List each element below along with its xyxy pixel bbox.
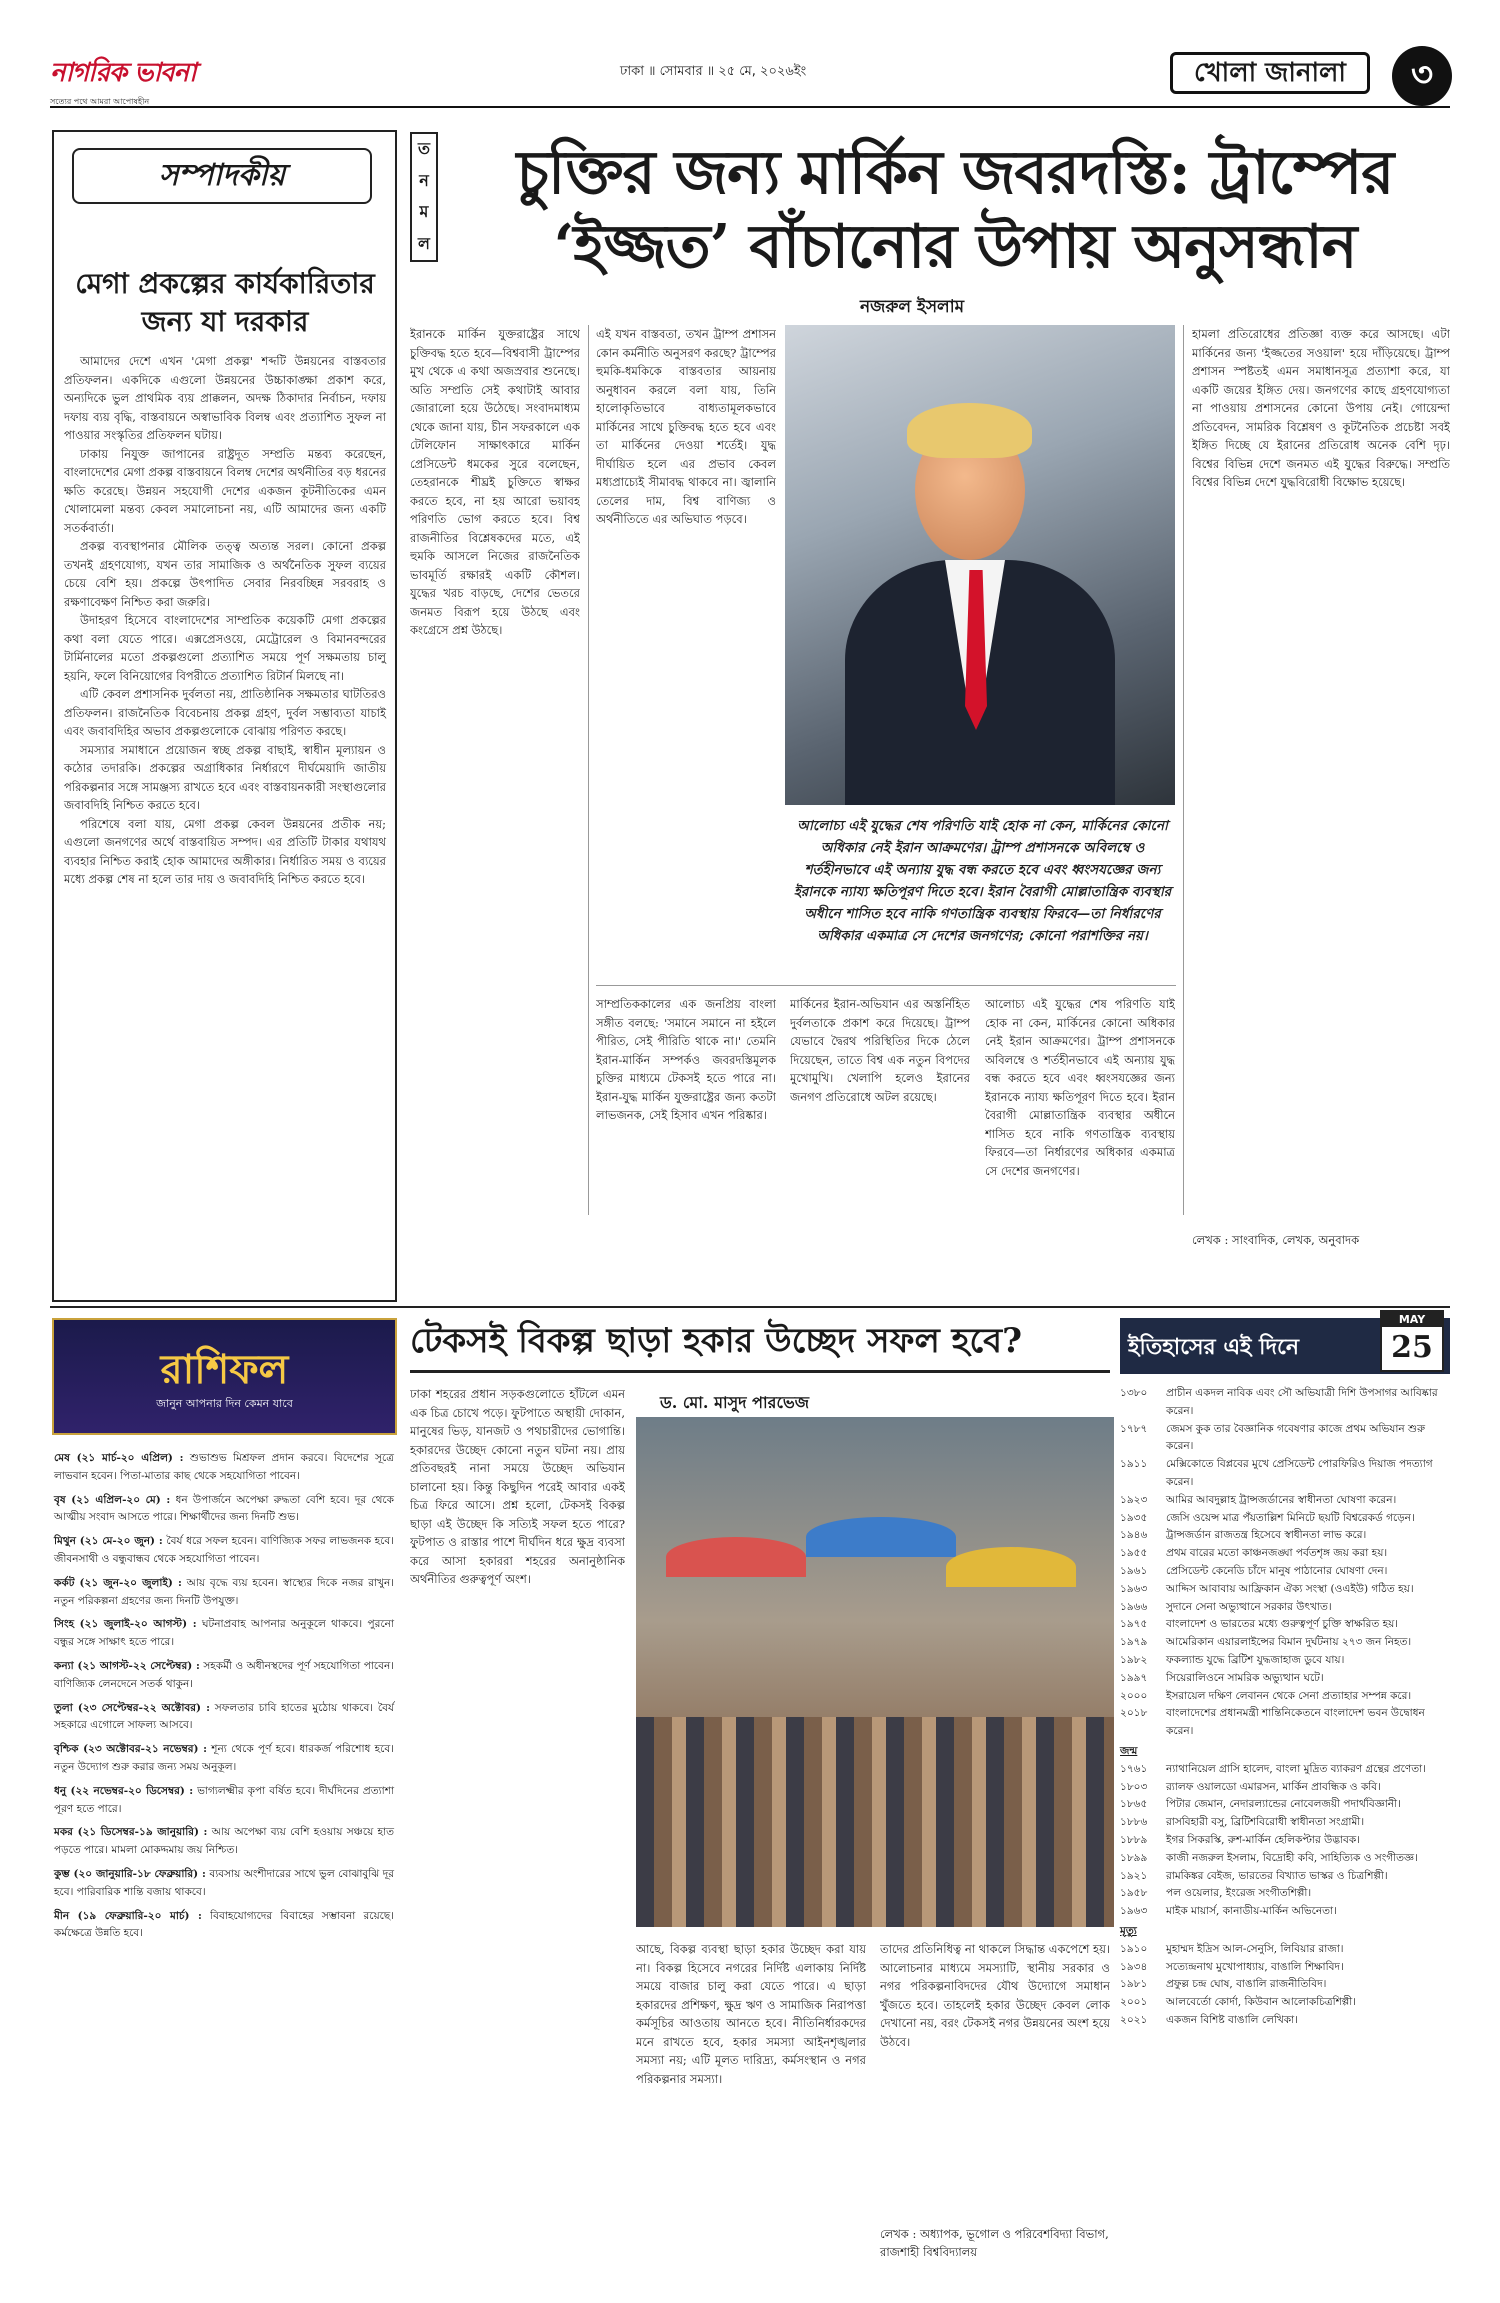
main-byline: নজরুল ইসলাম xyxy=(860,297,965,317)
horoscope-entry: ধনু (২২ নভেম্বর-২০ ডিসেম্বর) : ভাগ্যলক্ষ্মীর কৃপা বর্ষিত হবে। দীর্ঘদিনের প্রত্যাশা পূরণ হতে পারে। xyxy=(54,1784,394,1815)
editorial-banner: সম্পাদকীয় xyxy=(72,148,372,204)
editorial-paragraph: পরিশেষে বলা যায়, মেগা প্রকল্প কেবল উন্নয়নের প্রতীক নয়; এগুলো জনগণের অর্থে বাস্তবায়িত সম্পদ। এর প্রতিটি টাকার যথাযথ ব্যবহার নিশ্চিত করাই হোক আমাদের অঙ্গীকার। নির্ধারিত সময় ও ব্যয়ের মধ্যে প্রকল্প শেষ না হলে তার দায় ও জবাবদিহি নিশ্চিত করতে হবে। xyxy=(64,816,386,886)
section-divider xyxy=(50,1306,1450,1308)
second-author-note: লেখক : অধ্যাপক, ভূগোল ও পরিবেশবিদ্যা বিভাগ, রাজশাহী বিশ্ববিদ্যালয় xyxy=(880,2227,1109,2259)
history-event: ১৯২৩ আমির আবদুল্লাহ ট্রান্সজর্ডানের স্বাধীনতা ঘোষণা করেন। xyxy=(1120,1493,1397,1506)
horoscope-entry: মকর (২১ ডিসেম্বর-১৯ জানুয়ারি) : আয় অপেক্ষা ব্যয় বেশি হওয়ায় সঞ্চয়ে হাত পড়তে পারে। মামলা মোকদ্দমায় জয় নিশ্চিত। xyxy=(54,1826,394,1857)
history-event: ১৯৫৫ প্রথম বারের মতো কাঞ্চনজঙ্ঘা পর্বতশৃঙ্গ জয় করা হয়। xyxy=(1120,1547,1388,1560)
horoscope-entry: মিথুন (২১ মে-২০ জুন) : বৈর্য ধরে সফল হবেন। বাণিজ্যিক সফর লাভজনক হবে। জীবনসাথী ও বন্ধুবান্ধব থেকে সহযোগিতা পাবেন। xyxy=(54,1535,394,1565)
main-column-2: এই যখন বাস্তবতা, তখন ট্রাম্প প্রশাসন কোন কর্মনীতি অনুসরণ করছে? ট্রাম্পের হুমকি-ধমকিকে বাস্তবতার আয়নায় অনুধাবন করলে বলা যায়, তিনি হালোকৃতিভাবে বাধ্যতামূলকভাবে মার্কিনের সাথে চুক্তিবদ্ধ হতে হবে এবং তা মার্কিনের দেওয়া শর্তেই। যুদ্ধ দীর্ঘায়িত হলে এর প্রভাব কেবল মধ্যপ্রাচ্যেই সীমাবদ্ধ থাকবে না। জ্বালানি তেলের দাম, বিশ্ব বাণিজ্য ও অর্থনীতিতে এর অভিঘাত পড়বে। xyxy=(596,327,776,526)
horoscope-entry: তুলা (২৩ সেপ্টেম্বর-২২ অক্টোবর) : সফলতার চাবি হাতের মুঠোয় থাকবে। বৈর্য সহকারে এগোলে সাফল্য আসবে। xyxy=(54,1701,394,1732)
deaths-heading: মৃত্যু xyxy=(1120,1924,1137,1937)
horoscope-entry: মীন (১৯ ফেব্রুয়ারি-২০ মার্চ) : বিবাহযোগ্যদের বিবাহের সম্ভাবনা রয়েছে। কর্মক্ষেত্রে উন্নতি হবে। xyxy=(54,1909,395,1940)
history-events xyxy=(1120,1385,1450,2030)
birth-entry: ১৮৮৯ ইগর সিকরস্কি, রুশ-মার্কিন হেলিকপ্টার উদ্ভাবক। xyxy=(1120,1833,1360,1846)
birth-entry: ১৮৬৫ পিটার জেমান, নেদারল্যান্ডের নোবেলজয়ী পদার্থবিজ্ঞানী। xyxy=(1120,1798,1401,1811)
editorial-paragraph: ঢাকায় নিযুক্ত জাপানের রাষ্ট্রদূত সম্প্রতি মন্তব্য করেছেন, বাংলাদেশের মেগা প্রকল্প বাস্তবায়নে বিলম্ব দেশের অর্থনীতির বড় ধরনের ক্ষতি করেছে। উন্নয়ন সহযোগী দেশের একজন কূটনীতিকের এমন খোলামেলা মন্তব্য কেবল সমালোচনা নয়, এটি আমাদের জন্য একটি সতর্কবার্তা। xyxy=(64,446,386,535)
history-event: ১৩৮০ প্রাচীন একদল নাবিক এবং সৌ অভিযাত্রী দিশি উপসাগর আবিষ্কার করেন। xyxy=(1120,1387,1438,1417)
births-heading: জন্ম xyxy=(1120,1744,1138,1757)
side-tab-letter: ল xyxy=(418,233,430,253)
second-byline: ড. মো. মাসুদ পারভেজ xyxy=(660,1393,810,1412)
history-event: ১৯৬৩ আদ্দিস আবাবায় আফ্রিকান ঐক্য সংস্থা (ওএইউ) গঠিত হয়। xyxy=(1120,1582,1414,1595)
main-headline[interactable]: চুক্তির জন্য মার্কিন জবরদস্তি: ট্রাম্পের ‘ইজ্জত’ বাঁচানোর উপায় অনুসন্ধান xyxy=(516,138,1394,282)
horoscope-entry: কন্যা (২১ আগস্ট-২২ সেপ্টেম্বর) : সহকর্মী ও অধীনস্থদের পূর্ণ সহযোগিতা পাবেন। বাণিজ্যিক লেনদেনে সতর্ক থাকুন। xyxy=(54,1659,394,1690)
photo-crowd xyxy=(636,1717,1114,1927)
calendar-month: MAY xyxy=(1382,1312,1442,1327)
horoscope-entry: বৃষ (২১ এপ্রিল-২০ মে) : ধন উপার্জনে অপেক্ষা রুদ্ধতা বেশি হবে। দূর থেকে আত্মীয় সংবাদ আসতে পারে। শিক্ষার্থীদের জন্য দিনটি শুভ। xyxy=(54,1493,394,1524)
caption-rule xyxy=(596,985,1176,986)
main-lower-column-2: মার্কিনের ইরান-অভিযান এর অস্তর্নিহিত দুর্বলতাকে প্রকাশ করে দিয়েছে। ট্রাম্প যেভাবে দ্বৈরথ পরিস্থিতির দিকে ঠেলে দিয়েছেন, তাতে বিশ্ব এক নতুন বিপদের মুখোমুখি। খেলাপি হলেও ইরানের জনগণ প্রতিরোধে অটল রয়েছে। xyxy=(790,997,970,1104)
second-column-1: ঢাকা শহরের প্রধান সড়কগুলোতে হাঁটলে এমন এক চিত্র চোখে পড়ে। ফুটপাতে অস্থায়ী দোকান, মানুষের ভিড়, যানজট ও পথচারীদের ভোগান্তি। হকারদের উচ্ছেদ কোনো নতুন ঘটনা নয়। প্রায় প্রতিবছরই নানা সময়ে উচ্ছেদ অভিযান চালানো হয়। কিন্তু কিছুদিন পরেই আবার একই চিত্র ফিরে আসে। প্রশ্ন হলো, টেকসই বিকল্প ছাড়া এই উচ্ছেদ কি সত্যিই সফল হতে পারে? ফুটপাত ও রাস্তার পাশে দীর্ঘদিন ধরে ক্ষুদ্র ব্যবসা করে আসা হকাররা শহরের অনানুষ্ঠানিক অর্থনীতির গুরুত্বপূর্ণ অংশ। xyxy=(410,1387,625,1586)
birth-entry: ১৭৬১ ন্যাথানিয়েল গ্রাসি হালেদ, বাংলা মুদ্রিত ব্যাকরণ গ্রন্থের প্রণেতা। xyxy=(1120,1762,1426,1775)
main-column-1: ইরানকে মার্কিন যুক্তরাষ্ট্রের সাথে চুক্তিবদ্ধ হতে হবে—বিশ্ববাসী ট্রাম্পের মুখ থেকে এ কথা অজস্রবার শুনেছে। অতি সম্প্রতি সেই কথাটাই আবার জোরালো হয়ে উঠেছে। সংবাদমাধ্যম থেকে জানা যায়, চীন সফরকালে এক টেলিফোন সাক্ষাৎকারে মার্কিন প্রেসিডেন্ট ধমকের সুরে বলেছেন, তেহরানকে শীঘ্রই চুক্তিতে স্বাক্ষর করতে হবে, না হয় আরো ভয়াবহ পরিণতি ভোগ করতে হবে। বিশ্ব রাজনীতির বিশ্লেষকদের মতে, এই হুমকি আসলে নিজের রাজনৈতিক ভাবমূর্তি রক্ষারই একটি কৌশল। যুদ্ধের খরচ বাড়ছে, দেশের ভেতরে জনমত বিরূপ হয়ে উঠছে এবং কংগ্রেসে প্রশ্ন উঠছে। xyxy=(410,327,580,637)
calendar-day: 25 xyxy=(1391,1330,1433,1365)
history-event: ১৯৮২ ফকল্যান্ড যুদ্ধে ব্রিটিশ যুদ্ধজাহাজ ডুবে যায়। xyxy=(1120,1653,1345,1666)
side-tab-letter: ন xyxy=(419,170,429,190)
main-lower-column-3: আলোচ্য এই যুদ্ধের শেষ পরিণতি যাই হোক না কেন, মার্কিনের কোনো অধিকার নেই ইরান আক্রমণের। ট্রাম্প প্রশাসনকে অবিলম্বে ও শর্তহীনভাবে এই অন্যায় যুদ্ধ বন্ধ করতে হবে এবং ধ্বংসযজ্ঞের জন্য ইরানকে ন্যায্য ক্ষতিপূরণ দিতে হবে। ইরান বৈরাগী মোল্লাতান্ত্রিক ব্যবস্থার অধীনে শাসিত হবে নাকি গণতান্ত্রিক ব্যবস্থায় ফিরবে—তা নির্ধারণের অধিকার একমাত্র সে দেশের জনগণের। xyxy=(985,997,1175,1178)
photo-umbrella xyxy=(946,1547,1076,1587)
history-title: ইতিহাসের এই দিনে xyxy=(1128,1334,1299,1360)
masthead xyxy=(0,0,1500,120)
main-lower-column-1: সাম্প্রতিককালের এক জনপ্রিয় বাংলা সঙ্গীত বলছে: 'সমানে সমানে না হইলে পীরিত, সেই পীরিতি থাকে না।' তেমনি ইরান-মার্কিন সম্পর্কও জবরদস্তিমূলক চুক্তির মাধ্যমে টেকসই হতে পারে না। ইরান-যুদ্ধ মার্কিন যুক্তরাষ্ট্রের জন্য কতটা লাভজনক, সেই হিসাব এখন পরিষ্কার। xyxy=(596,997,776,1122)
death-entry: ১৯১০ মুহাম্মদ ইদ্রিস আল-সেনুসি, লিবিয়ার রাজা। xyxy=(1120,1942,1344,1955)
editorial-paragraph: উদাহরণ হিসেবে বাংলাদেশের সাম্প্রতিক কয়েকটি মেগা প্রকল্পের কথা বলা যেতে পারে। এক্সপ্রেসওয়ে, মেট্রোরেল ও বিমানবন্দরের টার্মিনালের মতো প্রকল্পগুলো প্রত্যাশিত সময়ে পূর্ণ সক্ষমতায় চালু হয়নি, ফলে বিনিয়োগের বিপরীতে প্রত্যাশিত রিটার্ন মিলছে না। xyxy=(64,613,386,683)
horoscope-subtitle: জানুন আপনার দিন কেমন যাবে xyxy=(156,1397,293,1410)
history-event: ১৯৩৫ জেসি ওয়েন্স মাত্র পঁয়তাল্লিশ মিনিটে ছয়টি বিশ্বরেকর্ড গড়েন। xyxy=(1120,1511,1415,1524)
death-entry: ১৯৩৪ সত্যেন্দ্রনাথ মুখোপাধ্যায়, বাঙালি শিক্ষাবিদ। xyxy=(1120,1960,1344,1973)
column-rule xyxy=(588,325,589,1215)
horoscope-entry: কর্কট (২১ জুন-২০ জুলাই) : আয় বৃদ্ধে ব্যয় হবেন। স্বাস্থ্যের দিকে নজর রাখুন। নতুন পরিকল্পনা গ্রহণের জন্য দিনটি উপযুক্ত। xyxy=(54,1576,395,1607)
history-event: ১৯৯৭ সিয়েরালিওনে সামরিক অভ্যুত্থান ঘটে। xyxy=(1120,1671,1324,1684)
horoscope-title: রাশিফল xyxy=(160,1346,289,1393)
death-entry: ১৯৮১ প্রফুল্ল চন্দ্র ঘোষ, বাঙালি রাজনীতিবিদ। xyxy=(1120,1978,1327,1991)
history-event: ১৭৮৭ জেমস কুক তার বৈজ্ঞানিক গবেষণার কাজে প্রথম অভিযান শুরু করেন। xyxy=(1120,1422,1426,1453)
main-column-4: হামলা প্রতিরোধের প্রতিজ্ঞা ব্যক্ত করে আসছে। এটা মার্কিনের জন্য 'ইজ্জতের সওয়াল' হয়ে দাঁড়িয়েছে। ট্রাম্প প্রশাসন স্পষ্টতই এমন সমাধানসূত্র প্রত্যাশা করে, যা একটি জয়ের ইঙ্গিত দেয়। জনগণের কাছে গ্রহণযোগ্যতা না পাওয়ায় প্রশাসনের কোনো উপায় নেই। গোয়েন্দা প্রতিবেদন, সামরিক বিশ্লেষণ ও কূটনৈতিক প্রচেষ্টা সবই ইঙ্গিত দিচ্ছে যে ইরানের প্রতিরোধ অনেক বেশি দৃঢ়। বিশ্বের বিভিন্ন দেশে জনমত এই যুদ্ধের বিরুদ্ধে। সম্প্রতি বিশ্বের বিভিন্ন দেশে যুদ্ধবিরোধী বিক্ষোভ হয়েছে। xyxy=(1192,327,1450,489)
history-event: ১৯৭৯ আমেরিকান এয়ারলাইন্সের বিমান দুর্ঘটনায় ২৭৩ জন নিহত। xyxy=(1120,1636,1412,1649)
section-label: খোলা জানালা xyxy=(1170,52,1370,94)
header-divider xyxy=(50,106,1450,108)
birth-entry: ১৯২১ রামকিঙ্কর বেইজ, ভারতের বিখ্যাত ভাস্কর ও চিত্রশিল্পী। xyxy=(1120,1869,1388,1882)
newspaper-logo[interactable] xyxy=(50,52,270,106)
trump-photo xyxy=(785,325,1175,805)
main-author-note: লেখক : সাংবাদিক, লেখক, অনুবাদক xyxy=(1192,1233,1360,1247)
history-event: ২০১৮ বাংলাদেশের প্রধানমন্ত্রী শান্তিনিকেতনে বাংলাদেশ ভবন উদ্বোধন করেন। xyxy=(1120,1707,1425,1738)
editorial-title: মেগা প্রকল্পের কার্যকারিতার জন্য যা দরকার xyxy=(75,267,375,338)
headline-rule xyxy=(410,1370,1110,1373)
horoscope-entry: বৃশ্চিক (২৩ অক্টোবর-২১ নভেম্বর) : শূন্য থেকে পূর্ণ হবে। ধারকর্জ পরিশোধ হবে। নতুন উদ্যোগ শুরু করার জন্য সময় অনুকূল। xyxy=(54,1743,394,1773)
editorial-paragraph: প্রকল্প ব্যবস্থাপনার মৌলিক তত্ত্ব অত্যন্ত সরল। কোনো প্রকল্প তখনই গ্রহণযোগ্য, যখন তার সামাজিক ও অর্থনৈতিক সুফল ব্যয়ের চেয়ে বেশি হয়। প্রকল্পে উৎপাদিত সেবার নিরবচ্ছিন্ন সরবরাহ ও রক্ষণাবেক্ষণ নিশ্চিত করা জরুরি। xyxy=(64,539,386,609)
editorial-paragraph: সমস্যার সমাধানে প্রয়োজন স্বচ্ছ প্রকল্প বাছাই, স্বাধীন মূল্যায়ন ও কঠোর তদারকি। প্রকল্পের অগ্রাধিকার নির্ধারণে দীর্ঘমেয়াদি জাতীয় পরিকল্পনার সঙ্গে সামঞ্জস্য রাখতে হবে এবং বাস্তবায়নকারী সংস্থাগুলোর জবাবদিহি নিশ্চিত করতে হবে। xyxy=(64,742,386,812)
editorial-body xyxy=(64,352,386,889)
dateline: ঢাকা ॥ সোমবার ॥ ২৫ মে, ২০২৬ইং xyxy=(620,64,807,79)
column-side-tab xyxy=(410,132,438,262)
history-event: ১৯৪৬ ট্রান্সজর্ডান রাজতন্ত্র হিসেবে স্বাধীনতা লাভ করে। xyxy=(1120,1529,1367,1542)
death-entry: ২০০১ আলবের্তো কোর্দা, কিউবান আলোকচিত্রশিল্পী। xyxy=(1120,1996,1357,2009)
horoscope-entry: মেষ (২১ মার্চ-২০ এপ্রিল) : শুভাশুভ মিশ্রফল প্রদান করবে। বিদেশের সূত্রে লাভবান হবেন। পিতা-মাতার কাছ থেকে সহযোগিতা পাবেন। xyxy=(54,1452,394,1482)
horoscope-entry: সিংহ (২১ জুলাই-২০ আগস্ট) : ঘটনাপ্রবাহ আপনার অনুকূলে থাকবে। পুরনো বন্ধুর সঙ্গে সাক্ষাৎ হতে পারে। xyxy=(54,1618,394,1649)
calendar-icon xyxy=(1380,1310,1444,1372)
side-tab-letter: ত xyxy=(417,139,430,159)
birth-entry: ১৮০৩ র‍্যালফ ওয়ালডো এমারসন, মার্কিন প্রাবন্ধিক ও কবি। xyxy=(1120,1780,1381,1793)
photo-umbrella xyxy=(806,1517,956,1557)
birth-entry: ১৯৫৮ পল ওয়েলার, ইংরেজ সংগীতশিল্পী। xyxy=(1120,1887,1312,1900)
horoscope-entry: কুম্ভ (২০ জানুয়ারি-১৮ ফেব্রুয়ারি) : ব্যবসায় অংশীদারের সাথে ভুল বোঝাবুঝি দূর হবে। পারিবারিক শান্তি বজায় থাকবে। xyxy=(54,1867,394,1898)
hawker-market-photo xyxy=(636,1417,1114,1927)
history-event: ১৯১১ মেক্সিকোতে বিপ্লবের মুখে প্রেসিডেন্ট পোরফিরিও দিয়াজ পদত্যাগ করেন। xyxy=(1120,1458,1433,1488)
second-lower-column-1: আছে, বিকল্প ব্যবস্থা ছাড়া হকার উচ্ছেদ করা যায় না। বিকল্প হিসেবে নগরের নির্দিষ্ট এলাকায় নির্দিষ্ট সময়ে বাজার চালু করা যেতে পারে। এ ছাড়া হকারদের প্রশিক্ষণ, ক্ষুদ্র ঋণ ও সামাজিক নিরাপত্তা কর্মসূচির আওতায় আনতে হবে। নীতিনির্ধারকদের মনে রাখতে হবে, হকার সমস্যা আইনশৃঙ্খলার সমস্যা নয়; এটি মূলত দারিদ্র্য, কর্মসংস্থান ও নগর পরিকল্পনার সমস্যা। xyxy=(636,1942,866,2086)
logo-name: নাগরিক ভাবনা xyxy=(50,58,196,88)
history-event: ১৯৭৫ বাংলাদেশ ও ভারতের মধ্যে গুরুত্বপূর্ণ চুক্তি স্বাক্ষরিত হয়। xyxy=(1120,1618,1399,1631)
birth-entry: ১৯৬৩ মাইক মায়ার্স, কানাডীয়-মার্কিন অভিনেতা। xyxy=(1120,1905,1337,1918)
editorial-paragraph: আমাদের দেশে এখন 'মেগা প্রকল্প' শব্দটি উন্নয়নের বাস্তবতার প্রতিফলন। একদিকে এগুলো উন্নয়নের উচ্চাকাঙ্ক্ষা প্রকাশ করে, অন্যদিকে ভুল প্রাথমিক ব্যয় প্রাক্কলন, অদক্ষ ঠিকাদার নির্বাচন, দফায় দফায় ব্যয় বৃদ্ধি, বাস্তবায়নে অস্বাভাবিক বিলম্ব এবং প্রত্যাশিত সুফল না পাওয়ার সংস্কৃতির প্রতিফলন ঘটায়। xyxy=(64,354,386,442)
editorial-paragraph: এটি কেবল প্রশাসনিক দুর্বলতা নয়, প্রাতিষ্ঠানিক সক্ষমতার ঘাটতিরও প্রতিফলন। রাজনৈতিক বিবেচনায় প্রকল্প গ্রহণ, দুর্বল সম্ভাব্যতা যাচাই এবং জবাবদিহির অভাব প্রকল্পগুলোকে বোঝায় পরিণত করছে। xyxy=(64,687,386,738)
horoscope-list xyxy=(54,1450,394,1949)
death-entry: ২০২১ একজন বিশিষ্ট বাঙালি লেখিকা। xyxy=(1120,2013,1298,2026)
birth-entry: ১৮৯৯ কাজী নজরুল ইসলাম, বিদ্রোহী কবি, সাহিত্যিক ও সংগীতজ্ঞ। xyxy=(1120,1851,1418,1864)
logo-tagline: সত্যের পথে আমরা আপোষহীন xyxy=(50,97,150,106)
second-headline[interactable]: টেকসই বিকল্প ছাড়া হকার উচ্ছেদ সফল হবে? xyxy=(410,1321,1022,1361)
photo-umbrella xyxy=(666,1537,806,1577)
page-number: ৩ xyxy=(1392,46,1452,106)
photo-caption: আলোচ্য এই যুদ্ধের শেষ পরিণতি যাই হোক না কেন, মার্কিনের কোনো অধিকার নেই ইরান আক্রমণের। ট্রাম্প প্রশাসনকে অবিলম্বে ও শর্তহীনভাবে এই অন্যায় যুদ্ধ বন্ধ করতে হবে এবং ধ্বংসযজ্ঞের জন্য ইরানকে ন্যায্য ক্ষতিপূরণ দিতে হবে। ইরান বৈরাগী মোল্লাতান্ত্রিক ব্যবস্থার অধীনে শাসিত হবে নাকি গণতান্ত্রিক ব্যবস্থায় ফিরবে—তা নির্ধারণের অধিকার একমাত্র সে দেশের জনগণের; কোনো পরাশক্তির নয়। xyxy=(793,818,1172,944)
second-lower-column-2: তাদের প্রতিনিধিত্ব না থাকলে সিদ্ধান্ত একপেশে হয়। আলোচনার মাধ্যমে সমস্যাটি, স্থানীয় সরকার ও নগর পরিকল্পনাবিদদের যৌথ উদ্যোগে সমাধান খুঁজতে হবে। তাহলেই হকার উচ্ছেদ কেবল লোক দেখানো নয়, বরং টেকসই নগর উন্নয়নের অংশ হয়ে উঠবে। xyxy=(880,1942,1110,2049)
side-tab-letter: ম xyxy=(419,202,429,222)
photo-hair xyxy=(907,403,1032,458)
history-event: ২০০০ ইসরায়েল দক্ষিণ লেবানন থেকে সেনা প্রত্যাহার সম্পন্ন করে। xyxy=(1120,1689,1412,1702)
history-event: ১৯৬১ প্রেসিডেন্ট কেনেডি চাঁদে মানুষ পাঠানোর ঘোষণা দেন। xyxy=(1120,1564,1388,1577)
birth-entry: ১৮৮৬ রাসবিহারী বসু, ব্রিটিশবিরোধী স্বাধীনতা সংগ্রামী। xyxy=(1120,1816,1365,1829)
history-event: ১৯৬৬ সুদানে সেনা অভ্যুত্থানে সরকার উৎখাত। xyxy=(1120,1600,1332,1613)
column-rule xyxy=(1183,325,1184,1215)
